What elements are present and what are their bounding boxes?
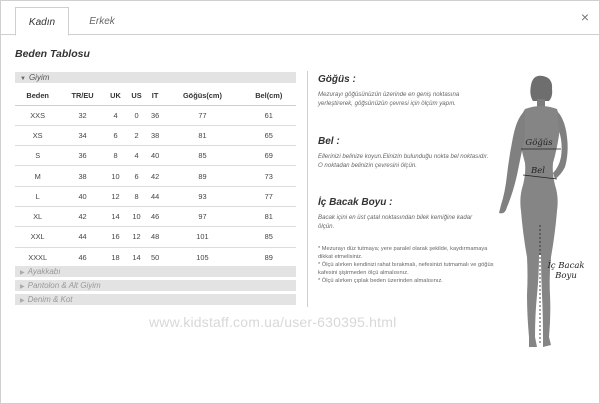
table-cell: 16 xyxy=(105,227,126,247)
section-ayakkabi[interactable] xyxy=(15,266,296,277)
table-cell: 44 xyxy=(60,227,104,247)
table-cell: 65 xyxy=(242,125,296,145)
figure-label-bel: Bel xyxy=(531,166,545,176)
page-title: Beden Tablosu xyxy=(15,48,90,60)
table-cell: 10 xyxy=(105,166,126,186)
section-pantolon-label: Pantolon & Alt Giyim xyxy=(27,281,101,290)
close-icon[interactable]: × xyxy=(580,9,589,25)
table-cell: 14 xyxy=(105,206,126,226)
section-ayakkabi-label: Ayakkabı xyxy=(27,267,61,276)
table-cell: XS xyxy=(15,125,60,145)
table-cell: 85 xyxy=(163,146,241,166)
measure-bel-text: Ellerinizi belinize koyun.Elinizin bulunduğu nokta bel noktasıdır. O noktadan belinizin çevresini ölçün. xyxy=(318,153,489,169)
measure-gogus xyxy=(318,74,490,108)
section-pantolon[interactable] xyxy=(15,280,296,291)
table-cell: M xyxy=(15,166,60,186)
tab-kadin[interactable]: Kadın xyxy=(15,7,69,36)
table-cell: 85 xyxy=(242,227,296,247)
table-cell: 105 xyxy=(163,247,241,267)
col-header: IT xyxy=(147,87,164,105)
table-cell: XL xyxy=(15,206,60,226)
table-cell: S xyxy=(15,146,60,166)
figure-label-bacak-line1: İç Bacak xyxy=(547,261,585,271)
body-silhouette-figure xyxy=(487,75,591,357)
tab-erkek[interactable]: Erkek xyxy=(89,16,115,27)
measure-bacak xyxy=(318,197,490,231)
table-cell: 12 xyxy=(126,227,147,247)
section-giyim-label: Giyim xyxy=(28,73,50,82)
table-cell: 0 xyxy=(126,105,147,125)
table-cell: L xyxy=(15,186,60,206)
table-cell: 12 xyxy=(105,186,126,206)
table-cell: 69 xyxy=(242,146,296,166)
table-row xyxy=(15,125,296,145)
table-cell: 46 xyxy=(60,247,104,267)
col-header: US xyxy=(126,87,147,105)
table-row xyxy=(15,105,296,125)
note-item: * Mezurayı düz tutmaya; yere paralel olarak şekilde, kaydırmamaya dikkat etmelisiniz. xyxy=(318,246,488,260)
table-cell: 46 xyxy=(147,206,164,226)
table-cell: 34 xyxy=(60,125,104,145)
table-cell: 61 xyxy=(242,105,296,125)
table-cell: 6 xyxy=(126,166,147,186)
table-cell: 42 xyxy=(147,166,164,186)
caret-right-icon: ▶ xyxy=(20,270,25,276)
table-cell: 38 xyxy=(60,166,104,186)
table-cell: 36 xyxy=(147,105,164,125)
section-denim[interactable] xyxy=(15,294,296,305)
table-cell: 4 xyxy=(105,105,126,125)
col-header: Beden xyxy=(15,87,60,105)
figure-label-gogus: Göğüs xyxy=(525,138,553,148)
table-cell: 89 xyxy=(163,166,241,186)
measure-bacak-title: İç Bacak Boyu : xyxy=(318,197,393,208)
table-cell: 8 xyxy=(126,186,147,206)
table-cell: 32 xyxy=(60,105,104,125)
note-item: * Ölçü alırken kendinizi rahat bırakmalı, nefesinizi tutmamalı ve göğüs kafesini şişirmeden ölçü almalısınız. xyxy=(318,262,494,276)
col-header: Göğüs(cm) xyxy=(163,87,241,105)
table-cell: 40 xyxy=(60,186,104,206)
table-cell: 73 xyxy=(242,166,296,186)
measure-gogus-title: Göğüs : xyxy=(318,74,356,85)
table-row xyxy=(15,146,296,166)
caret-right-icon: ▶ xyxy=(20,298,25,304)
table-cell: 97 xyxy=(163,206,241,226)
table-cell: 36 xyxy=(60,146,104,166)
note-item: * Ölçü alırken çıplak beden üzerinden almalısınız. xyxy=(318,278,443,284)
size-table xyxy=(15,87,296,268)
measure-bacak-text: Bacak içini en üst çatal noktasından bilek kemiğine kadar ölçün. xyxy=(318,214,473,230)
table-cell: 40 xyxy=(147,146,164,166)
table-row xyxy=(15,186,296,206)
caret-down-icon: ▼ xyxy=(20,76,26,82)
table-cell: 4 xyxy=(126,146,147,166)
table-cell: 81 xyxy=(242,206,296,226)
watermark-text: www.kidstaff.com.ua/user-630395.html xyxy=(149,314,397,330)
table-cell: 101 xyxy=(163,227,241,247)
table-cell: 18 xyxy=(105,247,126,267)
table-cell: 50 xyxy=(147,247,164,267)
column-divider xyxy=(307,71,308,307)
table-cell: 44 xyxy=(147,186,164,206)
col-header: TR/EU xyxy=(60,87,104,105)
table-cell: 2 xyxy=(126,125,147,145)
table-cell: 6 xyxy=(105,125,126,145)
table-cell: 89 xyxy=(242,247,296,267)
table-cell: 77 xyxy=(242,186,296,206)
measure-notes xyxy=(318,245,498,285)
col-header: UK xyxy=(105,87,126,105)
woman-silhouette-icon xyxy=(487,75,591,357)
caret-right-icon: ▶ xyxy=(20,284,25,290)
table-cell: 93 xyxy=(163,186,241,206)
table-cell: XXS xyxy=(15,105,60,125)
table-row xyxy=(15,166,296,186)
figure-label-bacak xyxy=(543,261,589,281)
table-row xyxy=(15,206,296,226)
table-cell: 10 xyxy=(126,206,147,226)
table-row xyxy=(15,227,296,247)
col-header: Bel(cm) xyxy=(242,87,296,105)
table-cell: 48 xyxy=(147,227,164,247)
table-cell: XXXL xyxy=(15,247,60,267)
table-row xyxy=(15,247,296,267)
table-cell: 14 xyxy=(126,247,147,267)
table-cell: 38 xyxy=(147,125,164,145)
measure-gogus-text: Mezurayı göğüsünüzün üzerinde en geniş noktasına yerleştirerek, göğsünüzün çevresi için ölçüm yapın. xyxy=(318,91,460,107)
table-cell: XXL xyxy=(15,227,60,247)
section-giyim[interactable] xyxy=(15,72,296,83)
gender-tabs xyxy=(1,1,599,35)
figure-label-bacak-line2: Boyu xyxy=(555,271,577,281)
measure-bel xyxy=(318,136,490,170)
table-cell: 77 xyxy=(163,105,241,125)
section-denim-label: Denim & Kot xyxy=(27,295,73,304)
table-cell: 8 xyxy=(105,146,126,166)
table-cell: 81 xyxy=(163,125,241,145)
measure-bel-title: Bel : xyxy=(318,136,340,147)
table-header-row xyxy=(15,87,296,105)
table-cell: 42 xyxy=(60,206,104,226)
